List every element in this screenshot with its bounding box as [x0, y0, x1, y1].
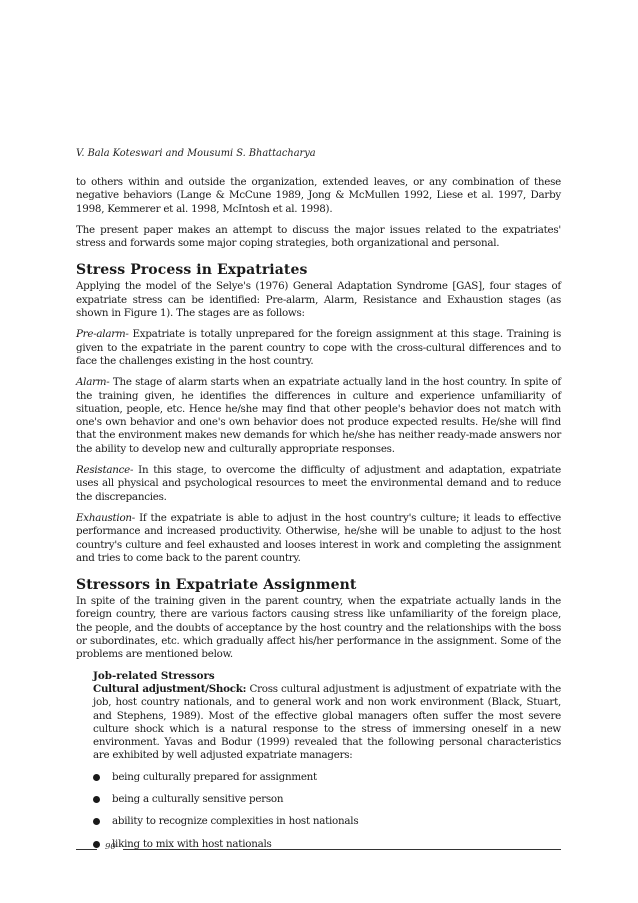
- stage-text: The stage of alarm starts when an expatriate actually land in the host country. In spite of the training given, he identifies the differences in culture and experience unfamiliarity of situation, people, etc. Hence he/she may find that other people's behavior does not match with one's own behavior and one's own behavior does not produce expected results. He/she will find that the environment makes new demands for which he/she has neither ready-made answers nor the ability to develop new and culturally appropriate responses.: [76, 376, 562, 455]
- stage-prealarm: [76, 328, 561, 368]
- paragraph: The present paper makes an attempt to discuss the major issues related to the expatriates' stress and forwards some major coping strategies, both organizational and personal.: [76, 223, 561, 250]
- list-item-text: ability to recognize complexities in host nationals: [112, 815, 359, 828]
- term-bold: Cultural adjustment/Shock:: [93, 682, 247, 695]
- stage-resistance: [76, 464, 561, 504]
- list-item: [93, 793, 561, 806]
- paragraph: In spite of the training given in the parent country, when the expatriate actually lands in the foreign country, there are various factors causing stress like unfamiliarity of the foreign place, the people, and the doubts of acceptance by the host country and the relationships with the boss or subordinates, etc. which gradually affect his/her performance in the assignment. Some of the problems are mentioned below.: [76, 595, 561, 661]
- stage-exhaustion: [76, 512, 561, 565]
- body-text: [76, 176, 561, 860]
- page-number: 90: [105, 842, 116, 852]
- bullet-icon: [93, 818, 100, 825]
- term-text: Cross cultural adjustment is adjustment of expatriate with the job, host country nationals, and to general work and non work environment (Black, Stuart, and Stephens, 1989). Most of the effective global managers often suffer the most severe culture shock which is a natural response to the stress of immersing oneself in a new environment. Yavas and Bodur (1999) revealed that the following personal characteristics are exhibited by well adjusted expatriate managers:: [93, 682, 561, 762]
- section-heading: Stress Process in Expatriates: [76, 262, 308, 279]
- stage-term: Alarm-: [76, 376, 110, 389]
- bullet-icon: [93, 796, 100, 803]
- paragraph: to others within and outside the organization, extended leaves, or any combination of these negative behaviors (Lange & McCune 1989, Jong & McMullen 1992, Liese et al. 1997, Darby 1998, Kemmerer et al. 1998, McIntosh et al. 1998).: [76, 176, 561, 215]
- list-item-text: being culturally prepared for assignment: [112, 770, 317, 783]
- bullet-icon: [93, 774, 100, 781]
- stage-alarm: [76, 376, 561, 456]
- stage-term: Pre-alarm-: [76, 328, 129, 341]
- list-item: [93, 815, 561, 828]
- paragraph: [93, 683, 561, 763]
- paragraph: Applying the model of the Selye's (1976) General Adaptation Syndrome [GAS], four stages of expatriate stress can be identified: Pre-alarm, Alarm, Resistance and Exhaustion stages (as shown in Figure 1). The stages are as follows:: [76, 280, 561, 320]
- stage-text: Expatriate is totally unprepared for the foreign assignment at this stage. Training is given to the expatriate in the parent country to cope with the cross-cultural differences and to face the challenges existing in the host country.: [76, 328, 561, 367]
- footer-rule: [76, 849, 97, 850]
- list-item: [93, 771, 561, 784]
- subsection: [76, 670, 561, 763]
- page-footer: [76, 842, 561, 856]
- running-header: V. Bala Koteswari and Mousumi S. Bhattacharya: [76, 148, 316, 159]
- bullet-list: [76, 771, 561, 851]
- footer-rule: [123, 849, 561, 850]
- section-heading: Stressors in Expatriate Assignment: [76, 577, 357, 594]
- subsection-heading: Job-related Stressors: [93, 669, 215, 682]
- list-item-text: liking to mix with host nationals: [112, 837, 272, 850]
- stage-text: In this stage, to overcome the difficulty of adjustment and adaptation, expatriate uses all physical and psychological resources to meet the environmental demand and to reduce the discrepancies.: [76, 464, 561, 503]
- stage-term: Exhaustion-: [76, 511, 136, 524]
- stage-text: If the expatriate is able to adjust in the host country's culture; it leads to effective performance and increased productivity. Otherwise, he/she will be unable to adjust to the host country's culture and feel exhausted and looses interest in work and completing the assignment and tries to come back to the parent country.: [76, 511, 561, 564]
- list-item-text: being a culturally sensitive person: [112, 792, 284, 805]
- stage-term: Resistance-: [76, 464, 134, 477]
